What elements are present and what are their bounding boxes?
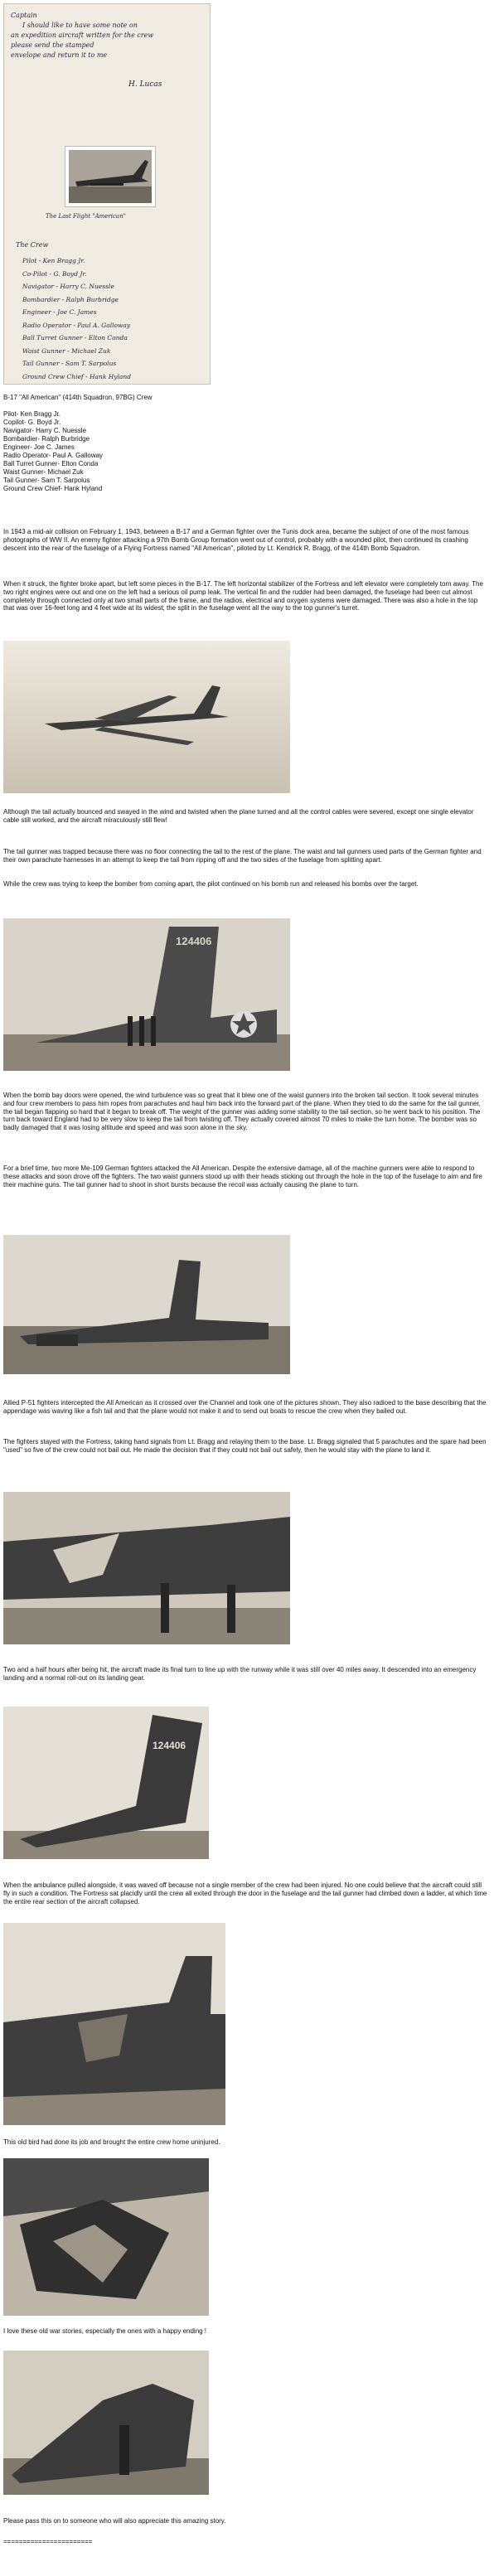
story-paragraph: When the ambulance pulled alongside, it was waved off because not a single member of the crew had been injured. No one could believe that the aircraft could still fly in such a condition. The Fortress sat placidly until the crew all exited through the door in the fuselage and the tail gunner had climbed down a ladder, at which time the entire rear section of the aircraft collapsed. bbox=[3, 1881, 487, 1905]
story-paragraph: When the bomb bay doors were opened, the wind turbulence was so great that it blew one of the waist gunners into the broken tail section. It took several minutes and four crew members to pass him ropes from parachutes and haul him back into the forward part of the plane. When they tried to do the same for the tail gunner, the tail began flapping so hard that it began to break off. The weight of the gunner was adding some stability to the tail section, so he went back to his position. The turn back toward England had to be very slow to keep the tail from twisting off. They actually covered almost 70 miles to make the turn home. The bomber was so badly damaged that it was losing altitude and speed and was soon alone in the sky. bbox=[3, 1092, 481, 1131]
story-paragraph: The tail gunner was trapped because there was no floor connecting the tail to the rest of the plane. The waist and tail gunners used parts of the German fighter and their own parachute harnesses in an attempt to keep the tail from ripping off and the two sides of the fuselage from splitting apart. bbox=[3, 848, 482, 864]
list-item: Tail Gunner- Sam T. Sarpolus bbox=[3, 477, 90, 484]
list-item: Copilot- G. Boyd Jr. bbox=[3, 419, 61, 426]
letter-signature: H. Lucas bbox=[128, 80, 162, 89]
photo-collapsed-fuselage bbox=[3, 1923, 225, 2125]
story-paragraph: While the crew was trying to keep the bomber from coming apart, the pilot continued on his bomb run and released his bombs over the target. bbox=[3, 880, 419, 888]
list-item: Engineer- Joe C. James bbox=[3, 443, 75, 451]
crew-list bbox=[3, 410, 252, 493]
scanned-letter bbox=[3, 3, 211, 385]
story-paragraph: I love these old war stories, especially the ones with a happy ending ! bbox=[3, 2327, 207, 2335]
letter-photo bbox=[65, 147, 155, 206]
list-item: Waist Gunner - Michael Zuk bbox=[22, 346, 111, 355]
list-item: Navigator - Harry C. Nuessle bbox=[22, 283, 114, 290]
crew-heading: B-17 "All American" (414th Squadron, 97BG) Crew bbox=[3, 394, 153, 401]
letter-photo-caption: The Last Flight "American" bbox=[46, 213, 126, 220]
letter-header bbox=[11, 11, 203, 61]
list-item: Tail Gunner - Sam T. Sarpolus bbox=[22, 360, 117, 367]
letter-header-line: I should like to have some note on bbox=[22, 22, 138, 29]
list-item: Ground Crew Chief- Hank Hyland bbox=[3, 485, 103, 492]
photo-b17-in-flight bbox=[3, 641, 290, 793]
separator-line: ======================= bbox=[3, 2538, 93, 2545]
story-paragraph: For a brief time, two more Me-109 German fighters attacked the All American. Despite the extensive damage, all of the machine gunners were able to respond to these attacks and soon drove off the fighters. The two waist gunners stood up with their heads sticking out through the hole in the top of the fuselage to aim and fire their machine guns. The tail gunner had to shoot in short bursts because the recoil was actually causing the plane to turn. bbox=[3, 1165, 482, 1189]
story-paragraph: This old bird had done its job and brought the entire crew home uninjured. bbox=[3, 2138, 220, 2146]
story-paragraph: Two and a half hours after being hit, the aircraft made its final turn to line up with the runway while it was still over 40 miles away. It descended into an emergency landing and a normal roll-out on its landing gear. bbox=[3, 1666, 477, 1682]
list-item: Engineer - Joe C. James bbox=[22, 308, 97, 316]
tail-number: 124406 bbox=[153, 1740, 186, 1751]
list-item: Pilot- Ken Bragg Jr. bbox=[3, 410, 61, 418]
story-paragraph: Allied P-51 fighters intercepted the All American as it crossed over the Channel and took one of the pictures shown. They also radioed to the base describing that the appendage was waving like a fish tail and that the plane would not make it and to send out boats to rescue the crew when they bailed out. bbox=[3, 1399, 487, 1415]
photo-aircraft-on-field bbox=[3, 1235, 290, 1374]
list-item: Radio Operator - Paul A. Galloway bbox=[22, 321, 131, 329]
story-paragraph: Please pass this on to someone who will also appreciate this amazing story. bbox=[3, 2517, 226, 2525]
photo-rear-section bbox=[3, 2351, 209, 2495]
letter-header-line: an expedition aircraft written for the crew bbox=[11, 31, 154, 39]
letter-header-line: please send the stamped bbox=[11, 41, 94, 49]
list-item: Ground Crew Chief - Hank Hyland bbox=[22, 372, 132, 380]
photo-tail-closeup bbox=[3, 1707, 209, 1859]
story-paragraph: When it struck, the fighter broke apart, but left some pieces in the B-17. The left horizontal stabilizer of the Fortress and left elevator were completely torn away. The two right engines were out and one on the left had a serious oil pump leak. The vertical fin and the rudder had been damaged, the fuselage had been cut almost completely through connected only at two small parts of the frame, and the radios, electrical and oxygen systems were damaged. There was also a hole in the top that was over 16-feet long and 4 feet wide at its widest; the split in the fuselage went all the way to the top gunner's turret. bbox=[3, 580, 483, 613]
story-paragraph: In 1943 a mid-air collision on February 1, 1943, between a B-17 and a German fighter over the Tunis dock area, became the subject of one of the most famous photographs of WW II. An enemy fighter attacking a 97th Bomb Group formation went out of control, probably with a wounded pilot, then continued its crashing descent into the rear of the fuselage of a Flying Fortress named "All American", piloted by Lt. Kendrick R. Bragg, of the 414th Bomb Squadron. bbox=[3, 528, 469, 552]
list-item: Co-Pilot - G. Boyd Jr. bbox=[22, 269, 87, 278]
story-paragraph: Although the tail actually bounced and swayed in the wind and twisted when the plane turned and all the control cables were severed, except one single elevator cable still worked, and the aircraft miraculously still flew! bbox=[3, 808, 474, 824]
tail-number: 124406 bbox=[176, 935, 212, 947]
list-item: Ball Turret Gunner - Elton Conda bbox=[22, 334, 128, 341]
letter-header-line: envelope and return it to me bbox=[11, 51, 108, 59]
letter-roster-title: The Crew bbox=[16, 241, 49, 249]
photo-crew-with-damage bbox=[3, 1492, 290, 1644]
list-item: Radio Operator- Paul A. Galloway bbox=[3, 452, 104, 459]
letter-header-line: Captain bbox=[11, 12, 37, 19]
story-paragraph: The fighters stayed with the Fortress, taking hand signals from Lt. Bragg and relaying them to the base. Lt. Bragg signaled that 5 parachutes and the spare had been "used" so five of the crew could not bail out. He made the decision that if they could not bail out safely, then he would stay with the plane to land it. bbox=[3, 1438, 487, 1454]
photo-damaged-tail bbox=[3, 918, 290, 1071]
list-item: Waist Gunner- Michael Zuk bbox=[3, 468, 84, 476]
photo-interior-damage bbox=[3, 2158, 209, 2316]
list-item: Bombardier- Ralph Burbridge bbox=[3, 435, 90, 443]
list-item: Ball Turret Gunner- Elton Conda bbox=[3, 460, 99, 467]
letter-roster bbox=[22, 254, 205, 383]
list-item: Navigator- Harry C. Nuessle bbox=[3, 427, 87, 434]
list-item: Pilot - Ken Bragg Jr. bbox=[22, 257, 85, 264]
list-item: Bombardier - Ralph Burbridge bbox=[22, 295, 119, 303]
